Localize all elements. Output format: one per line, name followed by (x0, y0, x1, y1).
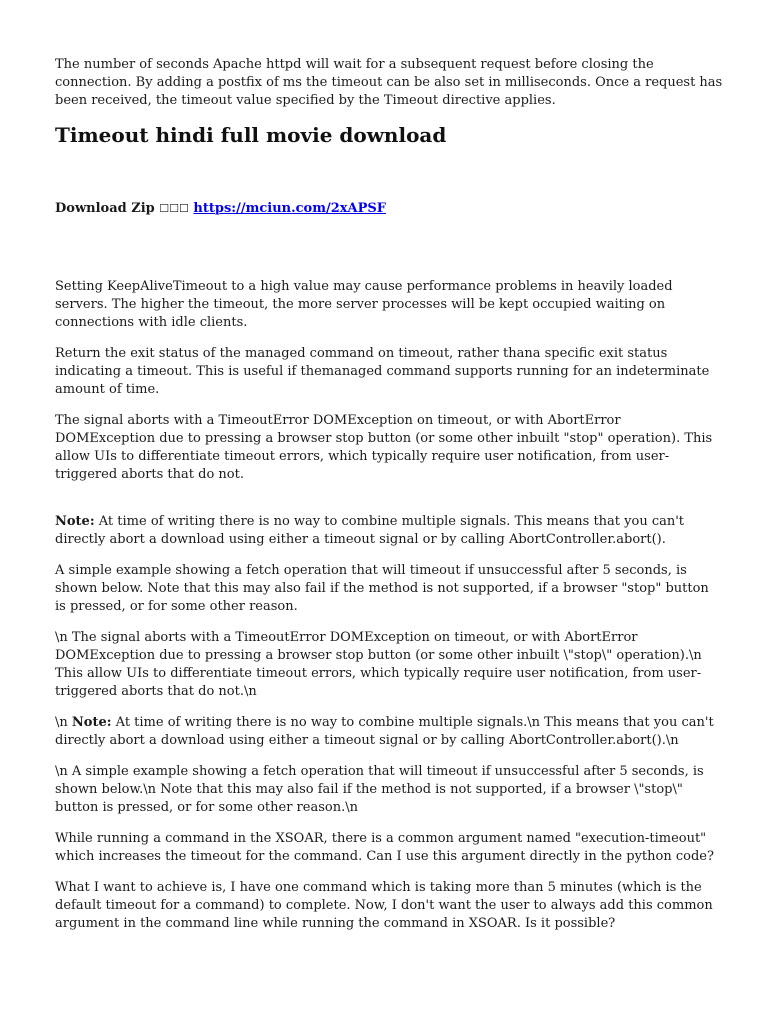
paragraph-xsoar-goal: What I want to achieve is, I have one command which is taking more than 5 minutes (which is the default timeout for a command) to complete. Now, I don't want the user to always add this common argument in the command line while running the command in XSOAR. Is it possible? (55, 880, 713, 931)
note-text: At time of writing there is no way to combine multiple signals.\n This means that you can't directly abort a download using either a timeout signal or by calling AbortController.abort().\n (55, 715, 714, 748)
note-text: At time of writing there is no way to combine multiple signals. This means that you can't directly abort a download using either a timeout signal or by calling AbortController.abort(). (55, 514, 685, 547)
paragraph-xsoar-question: While running a command in the XSOAR, there is a common argument named "execution-timeout" which increases the timeout for the command. Can I use this argument directly in the python code? (55, 831, 714, 864)
note-label: Note: (55, 514, 95, 529)
paragraph-note (55, 513, 723, 549)
note-prefix: \n (55, 715, 72, 730)
paragraph-fetch-example-escaped: \n A simple example showing a fetch operation that will timeout if unsuccessful after 5 seconds, is shown below.\n Note that this may also fail if the method is not supported, if a browser \"stop\" button is pressed, or for some other reason.\n (55, 764, 704, 815)
download-line (55, 200, 723, 218)
paragraph-note-escaped (55, 714, 723, 750)
spacer (55, 218, 723, 278)
note-label: Note: (71, 715, 112, 730)
download-label: Download Zip (55, 201, 155, 216)
paragraph-exit-status: Return the exit status of the managed command on timeout, rather thana specific exit status indicating a timeout. This is useful if themanaged command supports running for an indeterminate amount of time. (55, 346, 710, 397)
paragraph-signal-aborts-escaped: \n The signal aborts with a TimeoutError DOMException on timeout, or with AbortError DOMException due to pressing a browser stop button (or some other inbuilt \"stop\" operation).\n This allow UIs to differentiate timeout errors, which typically require user notification, from user-triggered aborts that do not.\n (55, 630, 702, 699)
intro-paragraph: The number of seconds Apache httpd will wait for a subsequent request before closing the connection. By adding a postfix of ms the timeout can be also set in milliseconds. Once a request has been received, the timeout value specified by the Timeout directive applies. (55, 57, 723, 108)
paragraph-signal-aborts: The signal aborts with a TimeoutError DOMException on timeout, or with AbortError DOMException due to pressing a browser stop button (or some other inbuilt "stop" operation). This allow UIs to differentiate timeout errors, which typically require user notification, from user-triggered aborts that do not. (55, 413, 713, 482)
page-title: Timeout hindi full movie download (55, 123, 447, 147)
document-page (55, 56, 723, 946)
arrow-icons: ☐☐☐ (159, 202, 189, 215)
spacer (55, 497, 723, 513)
download-link[interactable]: https://mciun.com/2xAPSF (193, 201, 386, 216)
paragraph-fetch-example: A simple example showing a fetch operation that will timeout if unsuccessful after 5 seconds, is shown below. Note that this may also fail if the method is not supported, if a browser "stop" button is pressed, or for some other reason. (55, 563, 709, 614)
paragraph-keepalive: Setting KeepAliveTimeout to a high value may cause performance problems in heavily loaded servers. The higher the timeout, the more server processes will be kept occupied waiting on connections with idle clients. (55, 279, 673, 330)
